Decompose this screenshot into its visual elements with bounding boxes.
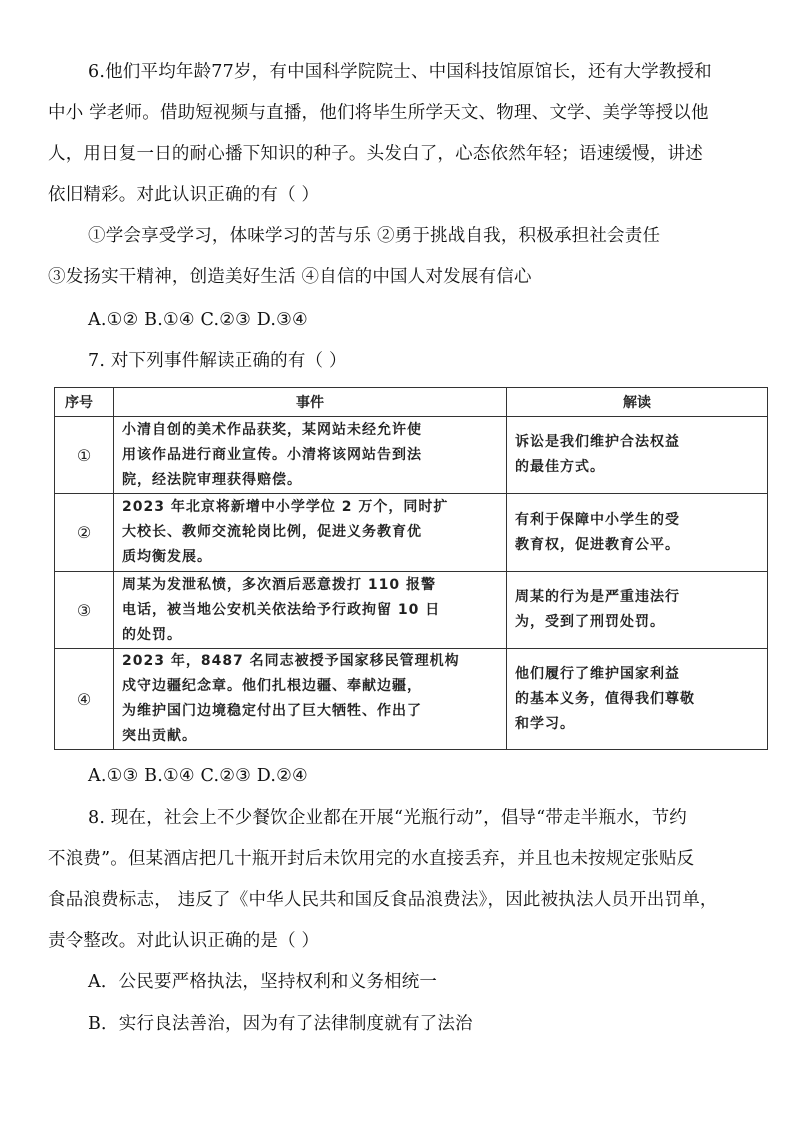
q8-stem-line-4: 责令整改。对此认识正确的是（ ） — [48, 931, 320, 951]
interpretation-line: 的最佳方式。 — [515, 459, 605, 475]
q6-stem-line-2: 中小 学老师。借助短视频与直播，他们将毕生所学天文、物理、文学、美学等授以他 — [48, 103, 709, 123]
q6-stem-line-4: 依旧精彩。对此认识正确的有（ ） — [48, 185, 320, 205]
interpretation-cell — [507, 417, 768, 494]
event-cell — [114, 494, 507, 572]
q8-stem-line-2: 不浪费”。但某酒店把几十瓶开封后未饮用完的水直接丢弃，并且也未按规定张贴反 — [48, 849, 695, 869]
interpretation-cell — [507, 572, 768, 649]
interpretation-cell — [507, 649, 768, 750]
q8-option-b: B．实行良法善治，因为有了法律制度就有了法治 — [88, 1014, 473, 1034]
table-header-row — [55, 388, 768, 417]
event-line: 2023 年，8487 名同志被授予国家移民管理机构 — [122, 653, 460, 669]
event-line: 戍守边疆纪念章。他们扎根边疆、奉献边疆， — [122, 678, 422, 694]
table-row — [55, 494, 768, 572]
q7-stem: 7. 对下列事件解读正确的有（ ） — [88, 351, 347, 371]
q8-option-a: A．公民要严格执法，坚持权利和义务相统一 — [88, 972, 438, 992]
q8-stem-line-1: 8. 现在，社会上不少餐饮企业都在开展“光瓶行动”，倡导“带走半瓶水，节约 — [88, 808, 687, 828]
event-cell — [114, 417, 507, 494]
q6-options: A.①② B.①④ C.②③ D.③④ — [88, 310, 308, 330]
row-number: ② — [55, 494, 114, 572]
event-line: 周某为发泄私愤，多次酒后恶意拨打 110 报警 — [122, 576, 436, 593]
interpretation-line: 周某的行为是严重违法行 — [515, 589, 680, 605]
q6-statements-line-2: ③发扬实干精神，创造美好生活 ④自信的中国人对发展有信心 — [48, 267, 532, 287]
table-row — [55, 417, 768, 494]
interpretation-line: 为，受到了刑罚处罚。 — [515, 614, 665, 630]
event-cell — [114, 649, 507, 750]
interpretation-line: 诉讼是我们维护合法权益 — [515, 434, 680, 450]
interpretation-line: 教育权，促进教育公平。 — [515, 536, 680, 553]
event-line: 为维护国门边境稳定付出了巨大牺牲、作出了 — [122, 703, 422, 719]
q6-statements-line-1: ①学会享受学习，体味学习的苦与乐 ②勇于挑战自我，积极承担社会责任 — [88, 226, 661, 246]
event-line: 2023 年北京将新增中小学学位 2 万个，同时扩 — [122, 499, 449, 515]
event-line: 院，经法院审理获得赔偿。 — [122, 471, 302, 488]
header-event: 事件 — [114, 388, 507, 417]
event-line: 的处罚。 — [122, 626, 182, 643]
row-number: ③ — [55, 572, 114, 649]
table-row — [55, 649, 768, 750]
q7-options: A.①③ B.①④ C.②③ D.②④ — [88, 766, 308, 786]
q6-stem-line-3: 人，用日复一日的耐心播下知识的种子。头发白了，心态依然年轻；语速缓慢，讲述 — [48, 144, 703, 164]
event-table — [54, 387, 768, 750]
event-line: 小清自创的美术作品获奖，某网站未经允许使 — [122, 421, 422, 438]
q6-stem-line-1: 6.他们平均年龄77岁，有中国科学院院士、中国科技馆原馆长，还有大学教授和 — [88, 62, 712, 82]
row-number: ① — [55, 417, 114, 494]
event-line: 电话，被当地公安机关依法给予行政拘留 10 日 — [122, 601, 441, 618]
interpretation-line: 的基本义务，值得我们尊敬 — [515, 690, 695, 707]
event-line: 用该作品进行商业宣传。小清将该网站告到法 — [122, 446, 422, 463]
interpretation-cell — [507, 494, 768, 572]
table-row — [55, 572, 768, 649]
event-cell — [114, 572, 507, 649]
event-line: 质均衡发展。 — [122, 549, 212, 565]
header-interpretation: 解读 — [507, 388, 768, 417]
q8-stem-line-3: 食品浪费标志， 违反了《中华人民共和国反食品浪费法》，因此被执法人员开出罚单， — [48, 890, 718, 910]
interpretation-line: 他们履行了维护国家利益 — [515, 665, 680, 682]
interpretation-line: 和学习。 — [515, 715, 575, 732]
row-number: ④ — [55, 649, 114, 750]
event-line: 突出贡献。 — [122, 728, 197, 744]
interpretation-line: 有利于保障中小学生的受 — [515, 511, 680, 528]
header-number: 序号 — [55, 388, 114, 417]
event-line: 大校长、教师交流轮岗比例，促进义务教育优 — [122, 524, 422, 540]
